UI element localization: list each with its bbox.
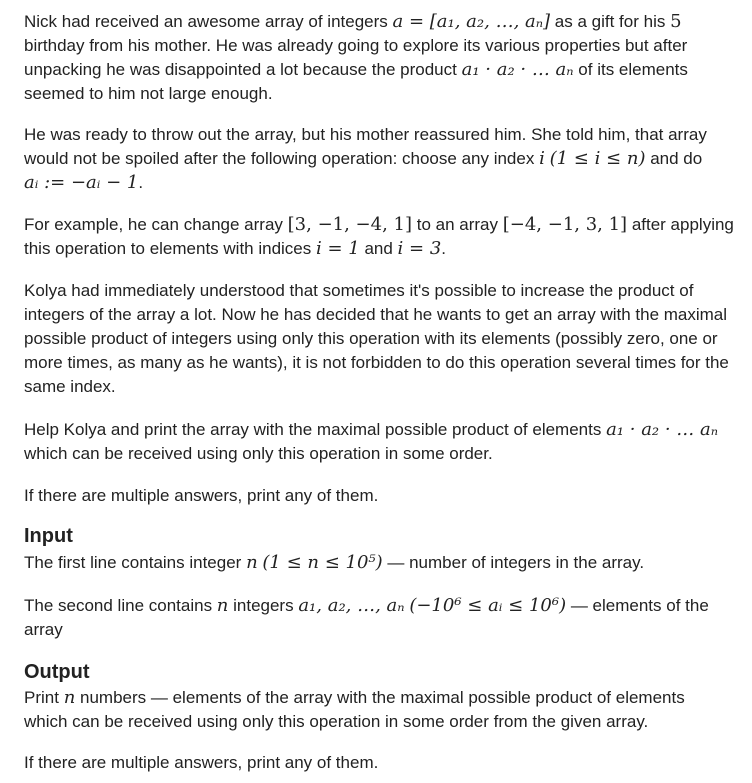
text-fragment: unpacking he was disappointed a lot because the product <box>24 60 462 79</box>
text-fragment: For example, he can change array <box>24 215 288 234</box>
text-fragment: after applying <box>627 215 734 234</box>
input-paragraph-2 <box>24 594 752 642</box>
text-fragment: would not be spoiled after the following operation: choose any index <box>24 149 540 168</box>
input-paragraph-1 <box>24 551 752 575</box>
legend-paragraph-3 <box>24 213 752 261</box>
math-variable: n <box>63 687 76 708</box>
legend-paragraph-1 <box>24 10 752 106</box>
math-constraint: (1 ≤ n ≤ 10⁵) <box>262 552 383 573</box>
output-paragraph-2 <box>24 751 752 775</box>
text-line <box>24 237 752 261</box>
text-line: He was ready to throw out the array, but his mother reassured him. She told him, that array <box>24 125 707 144</box>
text-line: which can be received using only this operation in some order. <box>24 444 493 463</box>
text-fragment: — number of integers in the array. <box>382 553 645 572</box>
math-array-example: [−4, −1, 3, 1] <box>502 214 628 235</box>
text-fragment: The second line contains <box>24 596 217 615</box>
text-line <box>24 147 752 171</box>
text-line: which can be received using only this operation in some order from the given array. <box>24 712 649 731</box>
math-variable: n <box>216 595 229 616</box>
text-fragment: as a gift for his <box>550 12 671 31</box>
text-fragment: Help Kolya and print the array with the maximal possible product of elements <box>24 420 607 439</box>
text-line <box>24 418 752 442</box>
output-paragraph-1 <box>24 686 752 734</box>
text-fragment: Nick had received an awesome array of integers <box>24 12 393 31</box>
text-line: Kolya had immediately understood that sometimes it's possible to increase the product of <box>24 281 694 300</box>
math-array-example: [3, −1, −4, 1] <box>287 214 413 235</box>
text-line <box>24 594 752 618</box>
text-fragment: — elements of the <box>566 596 709 615</box>
math-number: 5 <box>670 11 682 32</box>
math-range: (1 ≤ i ≤ n) <box>549 148 646 169</box>
text-line: If there are multiple answers, print any of them. <box>24 486 379 505</box>
math-product: a₁ · a₂ · … aₙ <box>461 59 574 80</box>
text-fragment: numbers — elements of the array with the maximal possible product of elements <box>75 688 685 707</box>
text-line: more times, as many as he wants), it is not forbidden to do this operation several times for the <box>24 353 729 372</box>
text-line: seemed to him not large enough. <box>24 84 273 103</box>
math-sequence: a₁, a₂, …, aₙ <box>298 595 405 616</box>
text-line: array <box>24 620 63 639</box>
text-fragment: . <box>441 239 447 258</box>
legend-paragraph-5 <box>24 418 752 466</box>
text-line: possible product of integers using only this operation with its elements (possibly zero, one or <box>24 329 718 348</box>
math-index: i = 1 <box>316 238 360 259</box>
math-operation: aᵢ := −aᵢ − 1 <box>24 172 139 193</box>
legend-paragraph-6 <box>24 484 752 508</box>
text-fragment: integers <box>228 596 299 615</box>
math-product: a₁ · a₂ · … aₙ <box>606 419 719 440</box>
text-fragment: and <box>359 239 398 258</box>
text-line <box>24 686 752 710</box>
output-heading: Output <box>24 661 90 683</box>
text-line <box>24 551 752 575</box>
text-line: birthday from his mother. He was already going to explore its various properties but after <box>24 36 688 55</box>
text-fragment: Print <box>24 688 64 707</box>
input-heading: Input <box>24 525 73 547</box>
text-line: integers of the array a lot. Now he has decided that he wants to get an array with the maximal <box>24 305 728 324</box>
legend-paragraph-2 <box>24 123 752 195</box>
math-array-definition: a = [a₁, a₂, …, aₙ] <box>392 11 551 32</box>
math-index: i = 3 <box>397 238 442 259</box>
math-variable: n <box>246 552 258 573</box>
text-line <box>24 10 752 34</box>
legend-paragraph-4 <box>24 279 752 399</box>
text-fragment: . <box>138 173 144 192</box>
text-fragment: this operation to elements with indices <box>24 239 316 258</box>
text-line <box>24 213 752 237</box>
text-line <box>24 58 752 82</box>
text-fragment: The first line contains integer <box>24 553 247 572</box>
math-variable: i <box>539 148 545 169</box>
text-line: same index. <box>24 377 116 396</box>
math-constraint: (−10⁶ ≤ aᵢ ≤ 10⁶) <box>409 595 567 616</box>
text-fragment: to an array <box>412 215 503 234</box>
text-line <box>24 171 752 195</box>
text-line: If there are multiple answers, print any of them. <box>24 753 379 772</box>
text-fragment: and do <box>645 149 703 168</box>
text-fragment: of its elements <box>573 60 688 79</box>
